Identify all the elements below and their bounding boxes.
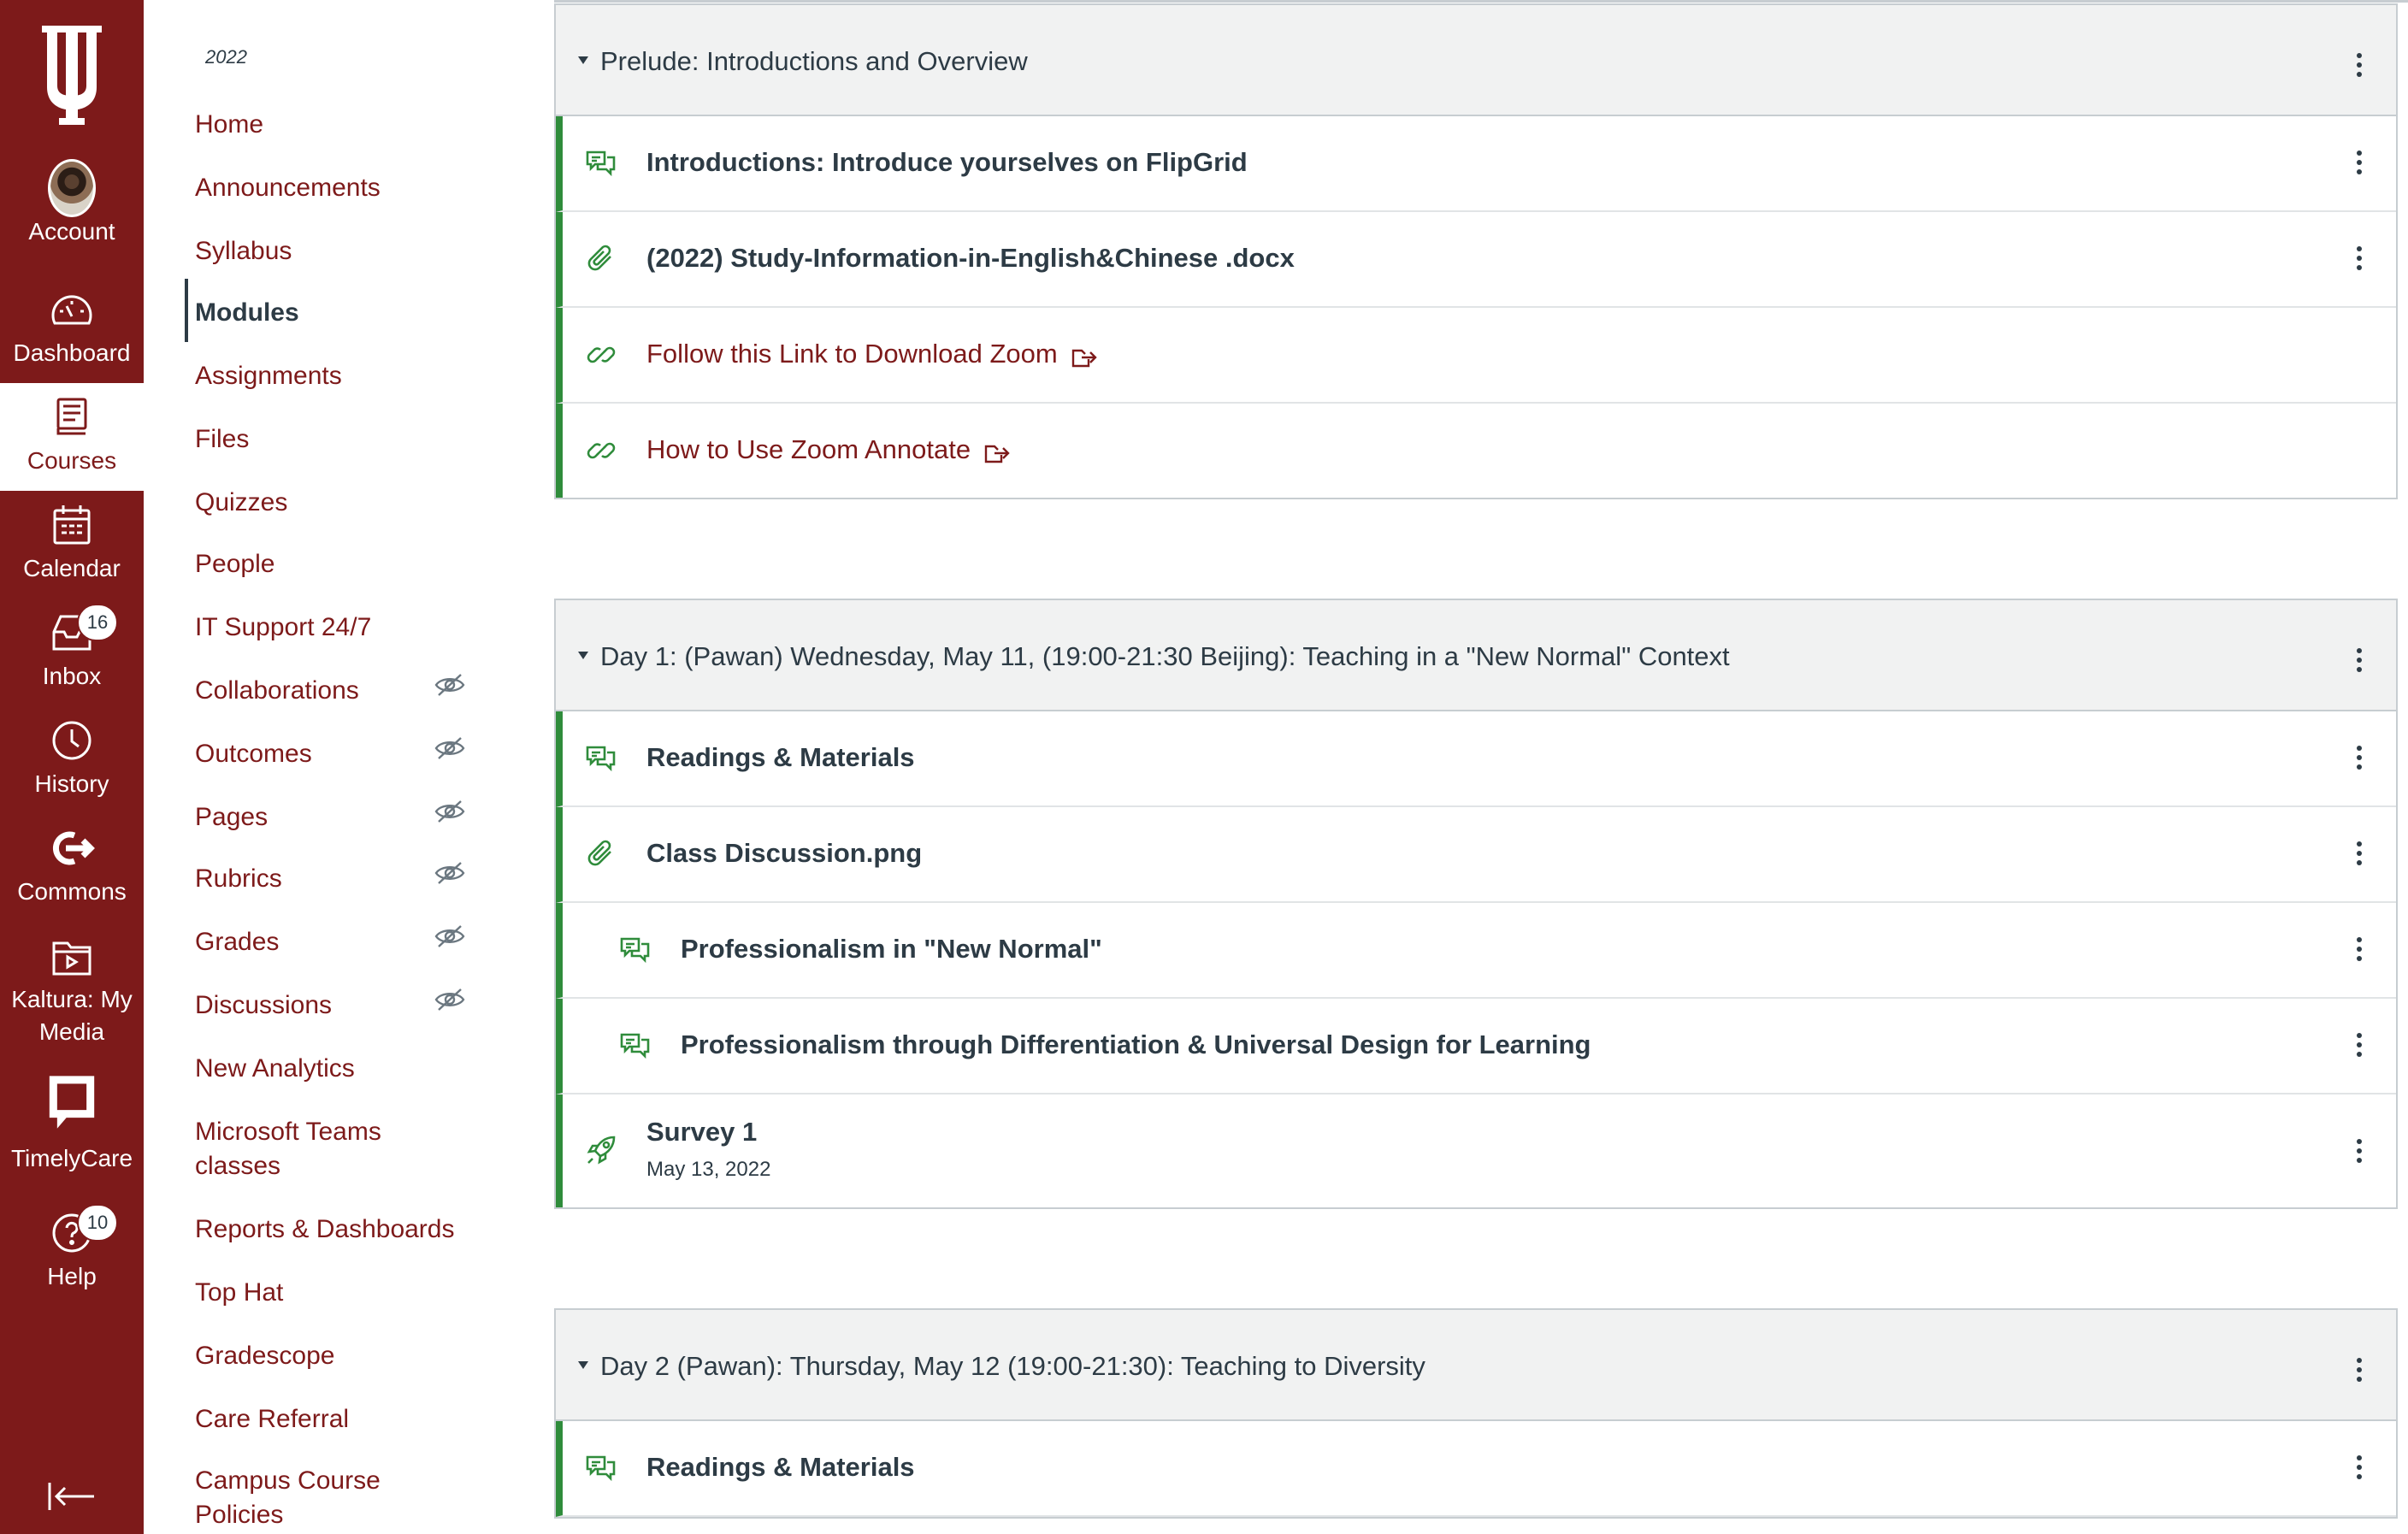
course-nav-announcements[interactable]: Announcements: [195, 174, 381, 202]
calendar-icon: [48, 501, 96, 549]
module-day-2: [554, 1308, 2398, 1519]
course-term: 2022: [205, 46, 247, 68]
module-item[interactable]: [556, 308, 2396, 404]
global-nav-help[interactable]: [0, 1199, 144, 1307]
global-nav-label: Kaltura: My Media: [11, 986, 133, 1045]
course-nav-people[interactable]: People: [195, 550, 275, 578]
global-nav-label: Commons: [17, 878, 127, 905]
item-options-kebab-icon[interactable]: [2357, 841, 2364, 869]
global-nav-kaltura[interactable]: [0, 922, 144, 1050]
course-nav-campus-course-policies[interactable]: Campus Course Policies: [195, 1466, 381, 1529]
due-date: May 13, 2022: [646, 1158, 771, 1181]
global-nav-label: Calendar: [23, 555, 121, 581]
course-nav-quizzes[interactable]: Quizzes: [195, 488, 288, 516]
item-options-kebab-icon[interactable]: [2357, 1139, 2364, 1166]
course-nav-care-referral[interactable]: Care Referral: [195, 1405, 350, 1433]
module-header[interactable]: [556, 5, 2396, 116]
discussion-icon: [585, 742, 617, 775]
hidden-eye-icon: [434, 923, 465, 949]
collapse-nav-icon[interactable]: [46, 1479, 97, 1513]
link-icon: [585, 434, 617, 467]
hidden-eye-icon: [434, 987, 465, 1012]
global-nav-label: Inbox: [42, 663, 102, 689]
rocket-quiz-icon: [585, 1134, 617, 1166]
discussion-icon: [585, 1452, 617, 1484]
global-nav-history[interactable]: [0, 706, 144, 814]
inbox-unread-badge: 16: [77, 604, 118, 641]
item-options-kebab-icon[interactable]: [2357, 746, 2364, 773]
module-options-kebab-icon[interactable]: [2357, 1358, 2364, 1385]
module-prelude: [554, 3, 2398, 499]
global-nav-inbox[interactable]: [0, 599, 144, 706]
course-nav-pages[interactable]: Pages: [195, 803, 269, 831]
module-item-title[interactable]: (2022) Study-Information-in-English&Chinese .docx: [646, 243, 1295, 273]
module-title: Day 2 (Pawan): Thursday, May 12 (19:00-21:30): Teaching to Diversity: [600, 1351, 1425, 1381]
module-item-title[interactable]: Introductions: Introduce yourselves on FlipGrid: [646, 147, 1248, 177]
module-item-link[interactable]: [646, 337, 1097, 371]
global-nav-courses[interactable]: [0, 383, 144, 491]
active-indicator: [185, 279, 188, 342]
external-link-icon: [1071, 342, 1097, 364]
book-icon: [48, 393, 96, 441]
commons-arrow-icon: [48, 824, 96, 872]
module-title: Prelude: Introductions and Overview: [600, 46, 1028, 76]
module-day-1: [554, 599, 2398, 1209]
global-nav-calendar[interactable]: [0, 491, 144, 599]
module-item-title[interactable]: Survey 1: [646, 1117, 758, 1147]
item-options-kebab-icon[interactable]: [2357, 150, 2364, 178]
course-nav-reports-dashboards[interactable]: Reports & Dashboards: [195, 1215, 455, 1243]
course-nav-assignments[interactable]: Assignments: [195, 362, 342, 390]
global-nav-timelycare[interactable]: [0, 1069, 144, 1177]
speech-bubble-icon: [48, 1079, 96, 1127]
media-folder-icon: [48, 932, 96, 980]
avatar: [48, 159, 96, 217]
top-divider: [554, 0, 2408, 3]
item-options-kebab-icon[interactable]: [2357, 937, 2364, 965]
item-options-kebab-icon[interactable]: [2357, 1033, 2364, 1060]
course-nav-new-analytics[interactable]: New Analytics: [195, 1054, 355, 1083]
module-item[interactable]: [556, 212, 2396, 308]
module-item-title[interactable]: Class Discussion.png: [646, 838, 923, 868]
global-nav-label: Dashboard: [13, 339, 131, 366]
module-item-title[interactable]: Professionalism in "New Normal": [681, 934, 1102, 964]
hidden-eye-icon: [434, 735, 465, 761]
module-title: Day 1: (Pawan) Wednesday, May 11, (19:00-21:30 Beijing): Teaching in a "New Normal" Context: [600, 641, 1730, 671]
help-notification-badge: 10: [77, 1204, 118, 1242]
global-navigation: [0, 0, 144, 1534]
global-nav-label: Account: [28, 218, 115, 245]
course-nav-modules[interactable]: Modules: [195, 298, 299, 327]
global-nav-account[interactable]: [0, 154, 144, 262]
module-item-title[interactable]: Professionalism through Differentiation & Universal Design for Learning: [681, 1030, 1591, 1059]
module-item[interactable]: [556, 116, 2396, 212]
link-text: How to Use Zoom Annotate: [646, 434, 971, 464]
course-nav-outcomes[interactable]: Outcomes: [195, 740, 312, 768]
hidden-eye-icon: [434, 860, 465, 886]
speedometer-icon: [48, 286, 96, 333]
global-nav-commons[interactable]: [0, 814, 144, 922]
course-nav-gradescope[interactable]: Gradescope: [195, 1342, 335, 1370]
discussion-icon: [619, 934, 652, 966]
global-nav-label: TimelyCare: [10, 1145, 133, 1171]
course-nav-it-support[interactable]: IT Support 24/7: [195, 613, 372, 641]
course-nav-discussions[interactable]: Discussions: [195, 991, 333, 1019]
module-item[interactable]: [556, 1094, 2396, 1207]
course-nav-microsoft-teams[interactable]: Microsoft Teams classes: [195, 1118, 381, 1180]
module-options-kebab-icon[interactable]: [2357, 648, 2364, 676]
modules-content: [554, 0, 2408, 1534]
global-nav-dashboard[interactable]: [0, 275, 144, 383]
item-options-kebab-icon[interactable]: [2357, 246, 2364, 274]
item-options-kebab-icon[interactable]: [2357, 1455, 2364, 1483]
caret-down-icon[interactable]: [576, 650, 590, 660]
iu-logo[interactable]: [33, 26, 110, 125]
module-item[interactable]: [556, 1421, 2396, 1517]
clock-icon: [48, 717, 96, 764]
module-options-kebab-icon[interactable]: [2357, 53, 2364, 80]
course-navigation: [144, 0, 554, 1534]
module-item-title[interactable]: Readings & Materials: [646, 1452, 915, 1482]
caret-down-icon[interactable]: [576, 55, 590, 65]
paperclip-icon: [585, 243, 617, 275]
global-nav-label: Courses: [27, 447, 117, 474]
course-nav-grades[interactable]: Grades: [195, 928, 280, 956]
course-nav-top-hat[interactable]: Top Hat: [195, 1278, 284, 1307]
module-item[interactable]: [556, 999, 2396, 1094]
course-nav-collaborations[interactable]: Collaborations: [195, 676, 359, 705]
course-nav-syllabus[interactable]: Syllabus: [195, 237, 292, 265]
question-icon: [48, 1209, 109, 1257]
discussion-icon: [585, 147, 617, 180]
paperclip-icon: [585, 838, 617, 870]
inbox-icon: [48, 609, 109, 657]
link-icon: [585, 339, 617, 371]
module-header[interactable]: [556, 1310, 2396, 1421]
hidden-eye-icon: [434, 672, 465, 698]
module-item-title[interactable]: Readings & Materials: [646, 742, 915, 772]
course-nav-rubrics[interactable]: Rubrics: [195, 864, 282, 893]
hidden-eye-icon: [434, 799, 465, 824]
module-item[interactable]: [556, 404, 2396, 498]
discussion-icon: [619, 1030, 652, 1062]
external-link-icon: [984, 438, 1010, 460]
module-item[interactable]: [556, 807, 2396, 903]
course-nav-home[interactable]: Home: [195, 110, 264, 139]
global-nav-label: History: [34, 770, 109, 797]
link-text: Follow this Link to Download Zoom: [646, 339, 1058, 369]
module-item[interactable]: [556, 711, 2396, 807]
course-nav-files[interactable]: Files: [195, 425, 250, 453]
global-nav-label: Help: [47, 1263, 97, 1289]
caret-down-icon[interactable]: [576, 1360, 590, 1370]
module-item-link[interactable]: [646, 433, 1010, 467]
module-item[interactable]: [556, 903, 2396, 999]
module-header[interactable]: [556, 600, 2396, 711]
